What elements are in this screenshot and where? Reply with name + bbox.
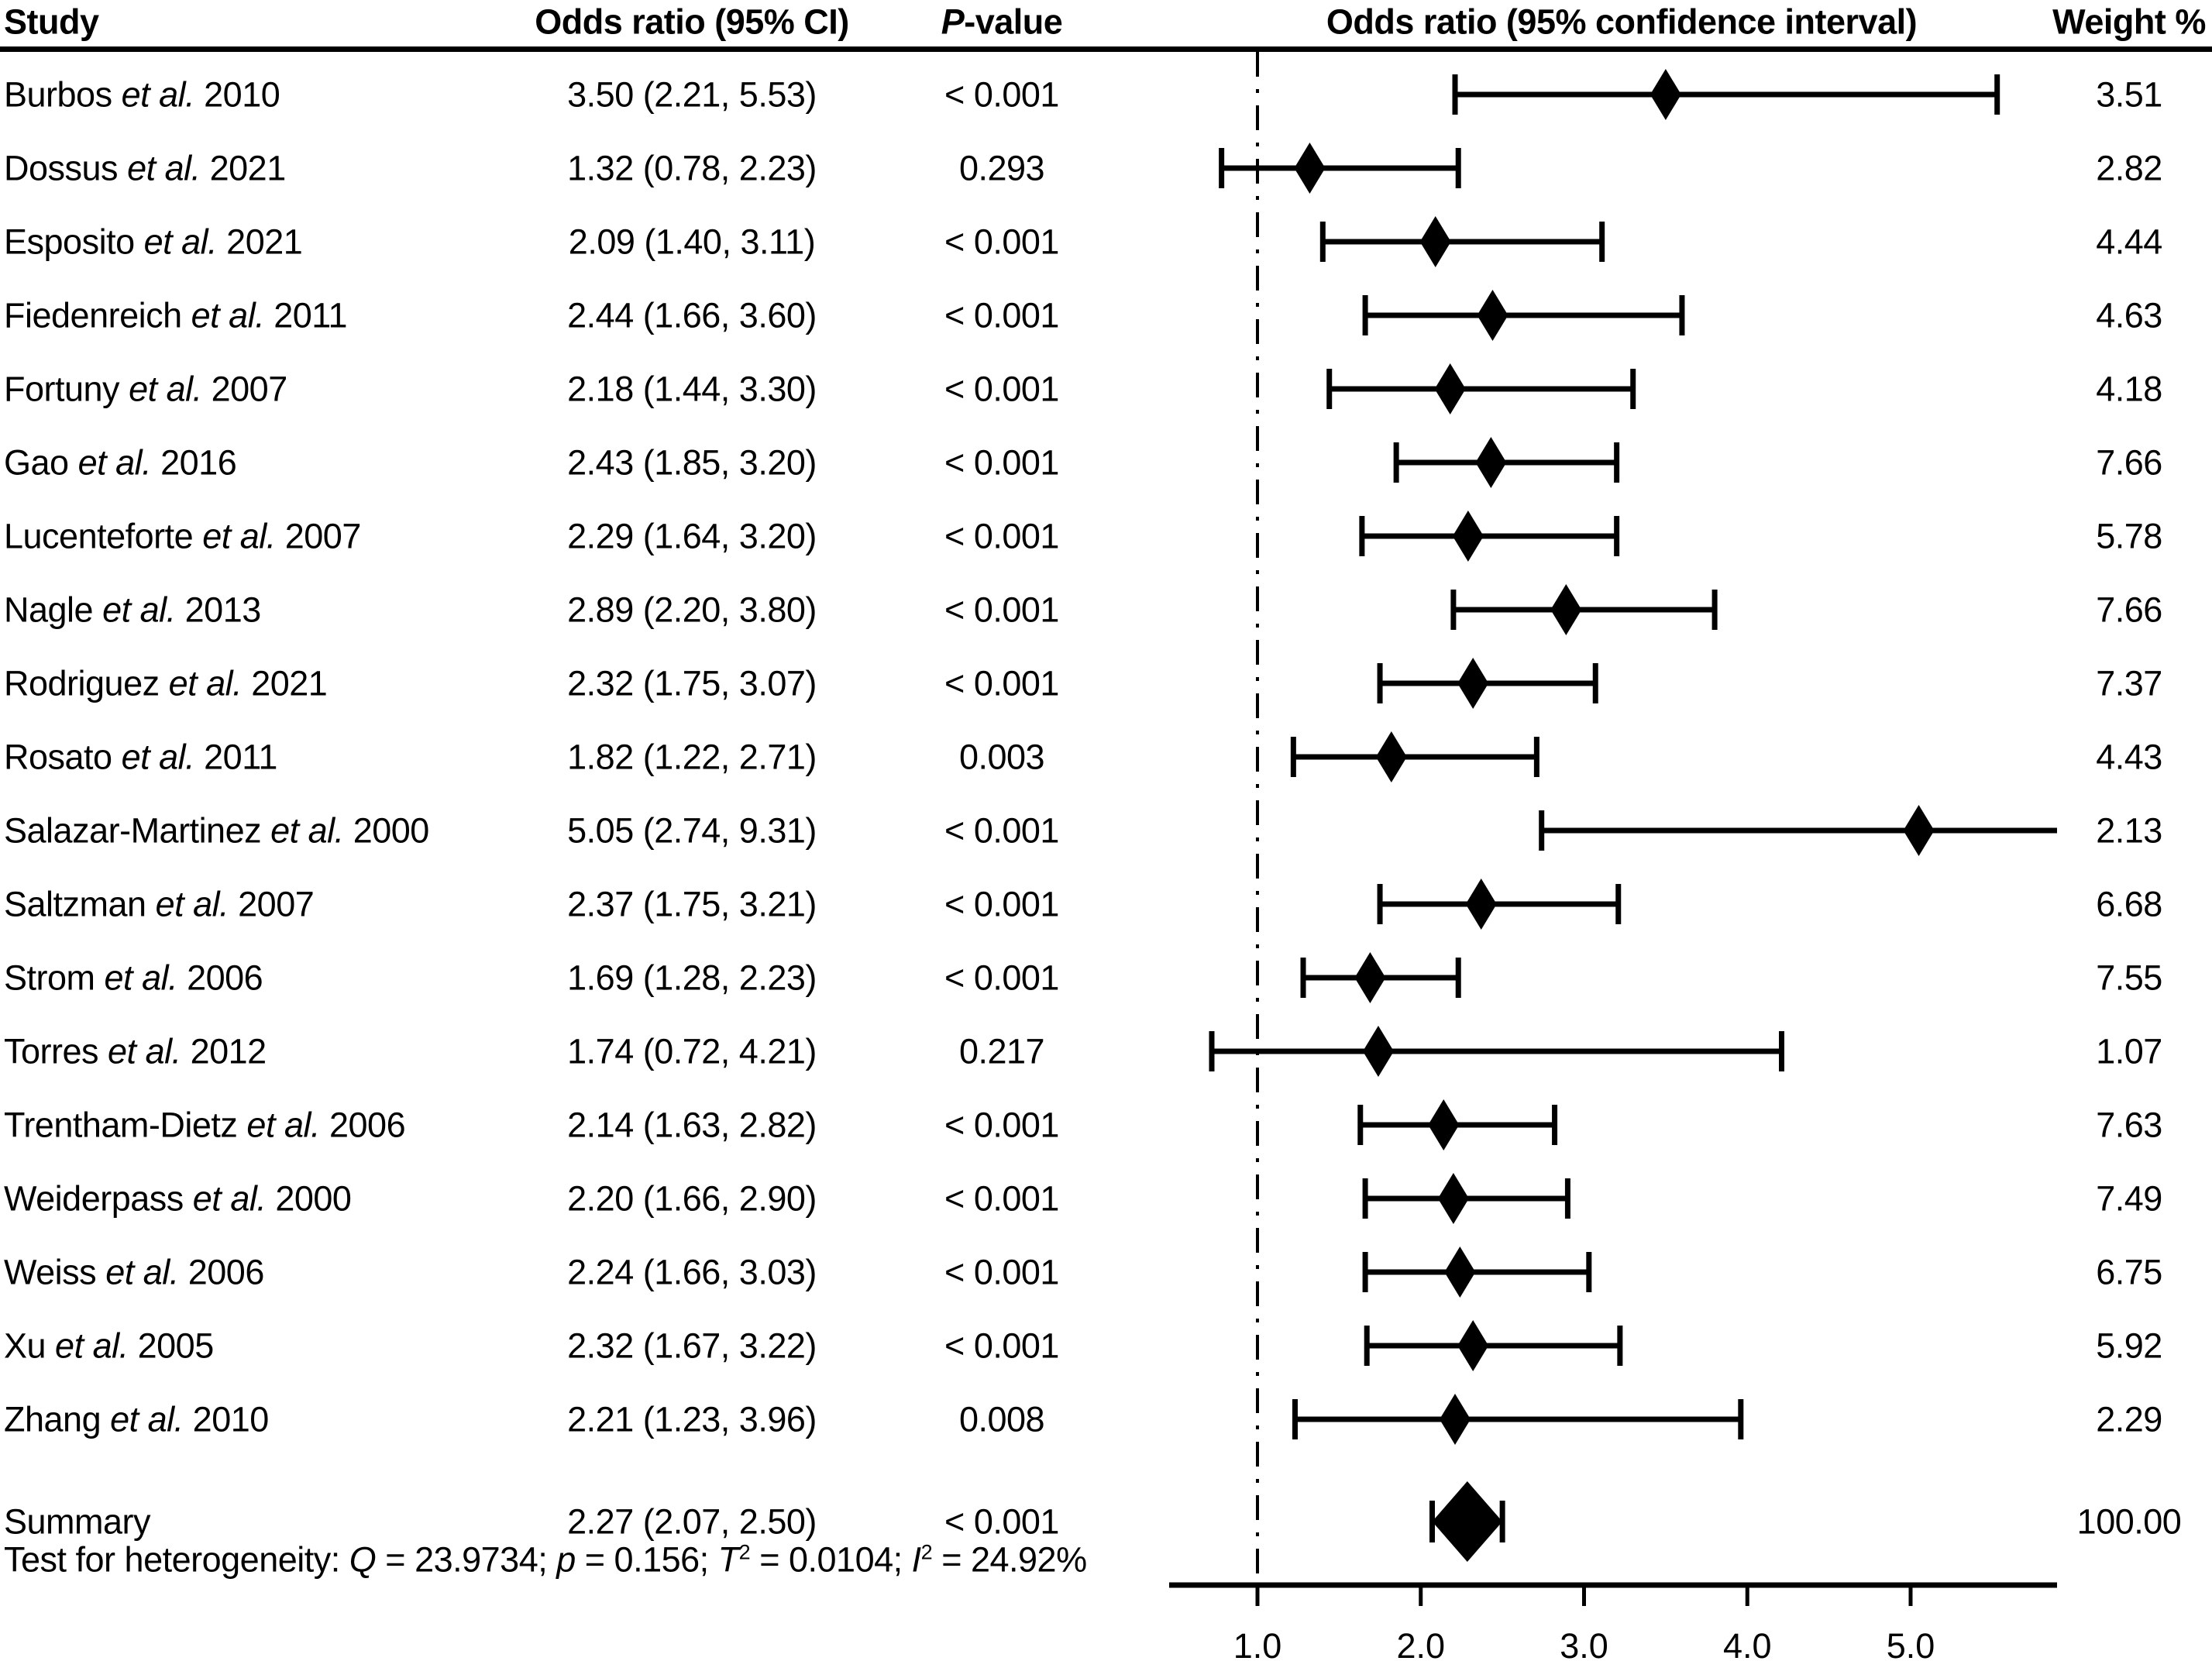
study-author: Nagle	[4, 590, 103, 630]
study-etal: et al.	[102, 590, 176, 630]
study-author: Fortuny	[4, 369, 129, 409]
heterogeneity-symbol: Q	[349, 1539, 377, 1580]
study-year: 2006	[178, 1252, 264, 1292]
odds-ratio-ci-text: 2.89 (2.20, 3.80)	[567, 590, 817, 630]
weight-text: 7.66	[2096, 590, 2162, 630]
weight-text: 7.55	[2096, 958, 2162, 998]
odds-ratio-ci-text: 2.21 (1.23, 3.96)	[567, 1399, 817, 1439]
heterogeneity-symbol: T	[717, 1539, 739, 1580]
weight-text: 6.68	[2096, 884, 2162, 924]
or-diamond	[1428, 1099, 1459, 1150]
heterogeneity-value: = 24.92%	[932, 1539, 1087, 1580]
summary-odds-ratio-ci-text: 2.27 (2.07, 2.50)	[567, 1501, 817, 1542]
p-value-text: 0.003	[958, 737, 1045, 777]
p-value-text: < 0.001	[944, 516, 1059, 556]
heterogeneity-superscript: 2	[738, 1540, 751, 1564]
study-etal: et al.	[55, 1326, 129, 1366]
or-diamond	[1363, 1026, 1394, 1077]
p-value-text: < 0.001	[944, 884, 1059, 924]
study-author: Weiss	[4, 1252, 106, 1292]
study-author: Zhang	[4, 1399, 111, 1439]
weight-text: 4.63	[2096, 295, 2162, 335]
weight-text: 2.82	[2096, 148, 2162, 188]
odds-ratio-ci-text: 1.69 (1.28, 2.23)	[567, 958, 817, 998]
p-value-text: < 0.001	[944, 295, 1059, 335]
p-value-text: 0.217	[958, 1031, 1045, 1071]
study-author: Strom	[4, 958, 105, 998]
study-year: 2010	[183, 1399, 269, 1439]
or-diamond	[1457, 1320, 1488, 1371]
study-year: 2013	[175, 590, 261, 630]
column-header-odds-ratio: Odds ratio (95% CI)	[535, 2, 849, 42]
axis-tick-label: 2.0	[1396, 1626, 1446, 1661]
weight-text: 3.51	[2096, 74, 2162, 115]
p-value-text: 0.008	[958, 1399, 1045, 1439]
study-etal: et al.	[121, 74, 195, 115]
p-value-text: < 0.001	[944, 663, 1059, 703]
study-author: Esposito	[4, 222, 144, 262]
weight-text: 5.92	[2096, 1326, 2162, 1366]
p-value-text: < 0.001	[944, 222, 1059, 262]
study-author: Rosato	[4, 737, 122, 777]
weight-text: 1.07	[2096, 1031, 2162, 1071]
study-author: Trentham-Dietz	[4, 1105, 247, 1145]
weight-text: 7.63	[2096, 1105, 2162, 1145]
study-author: Xu	[4, 1326, 56, 1366]
study-etal: et al.	[108, 1031, 181, 1071]
study-year: 2007	[201, 369, 287, 409]
odds-ratio-ci-text: 3.50 (2.21, 5.53)	[567, 74, 817, 115]
study-author: Salazar-Martinez	[4, 810, 271, 851]
or-diamond	[1435, 363, 1466, 414]
odds-ratio-ci-text: 2.24 (1.66, 3.03)	[567, 1252, 817, 1292]
study-author: Gao	[4, 442, 78, 483]
heterogeneity-note	[4, 1539, 1087, 1580]
axis-tick-label: 5.0	[1886, 1626, 1935, 1661]
or-diamond	[1457, 658, 1488, 709]
odds-ratio-ci-text: 2.44 (1.66, 3.60)	[567, 295, 817, 335]
p-value-text: < 0.001	[944, 369, 1059, 409]
or-diamond	[1904, 805, 1935, 856]
study-etal: et al.	[270, 810, 344, 851]
heterogeneity-symbol: p	[556, 1539, 576, 1580]
heterogeneity-value: = 23.9734;	[376, 1539, 557, 1580]
study-year: 2012	[181, 1031, 267, 1071]
study-etal: et al.	[110, 1399, 184, 1439]
weight-text: 4.43	[2096, 737, 2162, 777]
odds-ratio-ci-text: 2.18 (1.44, 3.30)	[567, 369, 817, 409]
axis-tick-label: 1.0	[1233, 1626, 1282, 1661]
study-author: Lucenteforte	[4, 516, 203, 556]
column-header-weight: Weight %	[2052, 2, 2206, 42]
study-etal: et al.	[155, 884, 229, 924]
weight-text: 6.75	[2096, 1252, 2162, 1292]
weight-text: 4.18	[2096, 369, 2162, 409]
or-diamond	[1477, 290, 1508, 341]
odds-ratio-ci-text: 2.29 (1.64, 3.20)	[567, 516, 817, 556]
p-value-text: < 0.001	[944, 1326, 1059, 1366]
study-year: 2021	[200, 148, 286, 188]
study-year: 2006	[319, 1105, 406, 1145]
study-year: 2010	[194, 74, 280, 115]
weight-text: 5.78	[2096, 516, 2162, 556]
study-year: 2011	[264, 295, 347, 335]
study-year: 2000	[266, 1178, 352, 1219]
study-year: 2007	[229, 884, 315, 924]
p-value-header-rest: -value	[964, 2, 1063, 42]
or-diamond	[1420, 216, 1451, 267]
study-etal: et al.	[129, 369, 202, 409]
heterogeneity-prefix: Test for heterogeneity:	[4, 1539, 349, 1580]
heterogeneity-value: = 0.156;	[575, 1539, 718, 1580]
p-value-text: < 0.001	[944, 958, 1059, 998]
summary-diamond	[1433, 1481, 1503, 1562]
axis-tick-label: 4.0	[1722, 1626, 1772, 1661]
odds-ratio-ci-text: 1.32 (0.78, 2.23)	[567, 148, 817, 188]
p-value-text: < 0.001	[944, 1105, 1059, 1145]
study-author: Dossus	[4, 148, 128, 188]
study-etal: et al.	[192, 1178, 267, 1219]
odds-ratio-ci-text: 2.14 (1.63, 2.82)	[567, 1105, 817, 1145]
or-diamond	[1550, 584, 1581, 635]
study-author: Fiedenreich	[4, 295, 191, 335]
study-author: Saltzman	[4, 884, 156, 924]
axis-tick-label: 3.0	[1560, 1626, 1608, 1661]
study-year: 2016	[151, 442, 237, 483]
study-etal: et al.	[77, 442, 152, 483]
heterogeneity-value: = 0.0104;	[750, 1539, 912, 1580]
study-author: Rodriguez	[4, 663, 169, 703]
odds-ratio-ci-text: 2.32 (1.67, 3.22)	[567, 1326, 817, 1366]
study-year: 2005	[128, 1326, 214, 1366]
weight-text: 2.13	[2096, 810, 2162, 851]
odds-ratio-ci-text: 2.37 (1.75, 3.21)	[567, 884, 817, 924]
study-author: Burbos	[4, 74, 122, 115]
or-diamond	[1440, 1394, 1471, 1445]
study-year: 2000	[343, 810, 429, 851]
summary-weight-text: 100.00	[2076, 1501, 2182, 1542]
weight-text: 7.37	[2096, 663, 2162, 703]
study-year: 2007	[275, 516, 361, 556]
study-year: 2011	[194, 737, 277, 777]
odds-ratio-ci-text: 2.43 (1.85, 3.20)	[567, 442, 817, 483]
odds-ratio-ci-text: 2.09 (1.40, 3.11)	[568, 222, 816, 262]
study-etal: et al.	[202, 516, 276, 556]
weight-text: 7.66	[2096, 442, 2162, 483]
or-diamond	[1444, 1247, 1475, 1298]
study-author: Torres	[4, 1031, 108, 1071]
or-diamond	[1650, 69, 1681, 120]
study-etal: et al.	[104, 958, 178, 998]
odds-ratio-ci-text: 1.82 (1.22, 2.71)	[567, 737, 817, 777]
or-diamond	[1354, 952, 1385, 1003]
heterogeneity-superscript: 2	[920, 1540, 933, 1564]
or-diamond	[1376, 731, 1407, 782]
p-value-header-italic-p: P	[941, 2, 965, 42]
or-diamond	[1453, 511, 1484, 562]
odds-ratio-ci-text: 5.05 (2.74, 9.31)	[567, 810, 817, 851]
or-diamond	[1475, 437, 1506, 488]
column-header-study: Study	[4, 2, 99, 42]
odds-ratio-ci-text: 2.20 (1.66, 2.90)	[567, 1178, 817, 1219]
weight-text: 2.29	[2096, 1399, 2162, 1439]
weight-text: 4.44	[2096, 222, 2162, 262]
p-value-text: < 0.001	[944, 810, 1059, 851]
p-value-text: < 0.001	[944, 74, 1059, 115]
study-etal: et al.	[168, 663, 243, 703]
study-etal: et al.	[246, 1105, 320, 1145]
or-diamond	[1294, 143, 1325, 194]
study-etal: et al.	[127, 148, 201, 188]
p-value-text: 0.293	[958, 148, 1045, 188]
or-diamond	[1466, 879, 1497, 930]
study-year: 2021	[217, 222, 303, 262]
summary-p-value-text: < 0.001	[944, 1501, 1059, 1542]
study-year: 2021	[242, 663, 328, 703]
odds-ratio-ci-text: 2.32 (1.75, 3.07)	[567, 663, 817, 703]
study-etal: et al.	[105, 1252, 179, 1292]
p-value-text: < 0.001	[944, 1252, 1059, 1292]
or-diamond	[1438, 1173, 1469, 1224]
p-value-text: < 0.001	[944, 1178, 1059, 1219]
heterogeneity-symbol: I	[911, 1539, 921, 1580]
study-etal: et al.	[143, 222, 218, 262]
column-header-plot: Odds ratio (95% confidence interval)	[1326, 2, 1918, 42]
odds-ratio-ci-text: 1.74 (0.72, 4.21)	[567, 1031, 817, 1071]
study-author: Weiderpass	[4, 1178, 193, 1219]
summary-label: Summary	[4, 1501, 151, 1542]
study-etal: et al.	[191, 295, 265, 335]
study-year: 2006	[177, 958, 263, 998]
p-value-text: < 0.001	[944, 442, 1059, 483]
weight-text: 7.49	[2096, 1178, 2162, 1219]
study-etal: et al.	[121, 737, 195, 777]
p-value-text: < 0.001	[944, 590, 1059, 630]
